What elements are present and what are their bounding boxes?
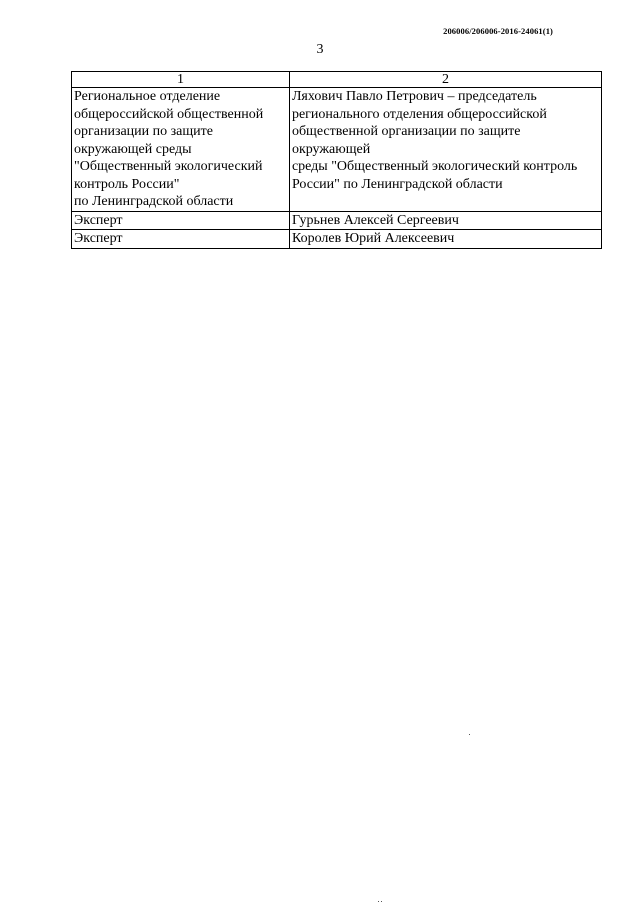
table-header-row bbox=[72, 72, 602, 88]
organization-line: общероссийской общественной bbox=[74, 106, 264, 122]
scan-speck bbox=[378, 901, 379, 902]
table-row bbox=[72, 88, 602, 212]
person-line: России" по Ленинградской области bbox=[291, 176, 503, 192]
organization-cell bbox=[72, 230, 290, 249]
page-number: 3 bbox=[316, 42, 324, 57]
organization-cell bbox=[72, 211, 290, 230]
person-line: Королев Юрий Алексеевич bbox=[291, 231, 455, 246]
table-row bbox=[72, 230, 602, 249]
organization-line: Региональное отделение bbox=[74, 89, 221, 104]
members-table bbox=[71, 71, 602, 249]
organization-line: "Общественный экологический bbox=[74, 159, 263, 174]
person-line: среды "Общественный экологический контроль bbox=[291, 159, 578, 174]
person-line: общественной организации по защите окружающей bbox=[291, 124, 521, 157]
organization-cell bbox=[72, 88, 290, 212]
person-line: Гурьнев Алексей Сергеевич bbox=[291, 212, 459, 228]
document-id: 206006/206006-2016-24061(1) bbox=[443, 26, 553, 36]
organization-line: Эксперт bbox=[74, 212, 123, 228]
person-line: регионального отделения общероссийской bbox=[291, 106, 547, 122]
organization-line: контроль России" bbox=[74, 176, 180, 192]
table-row bbox=[72, 211, 602, 230]
scan-speck bbox=[469, 734, 470, 735]
scan-speck bbox=[381, 901, 382, 902]
person-cell bbox=[289, 88, 601, 212]
column-header: 1 bbox=[72, 72, 290, 88]
column-header: 2 bbox=[289, 72, 601, 88]
person-line: Ляхович Павло Петрович – председатель bbox=[291, 89, 537, 104]
organization-line: окружающей среды bbox=[74, 141, 192, 157]
organization-line: Эксперт bbox=[74, 231, 123, 246]
person-cell bbox=[289, 230, 601, 249]
organization-line: организации по защите bbox=[74, 124, 214, 139]
organization-line: по Ленинградской области bbox=[74, 194, 234, 209]
person-cell bbox=[289, 211, 601, 230]
